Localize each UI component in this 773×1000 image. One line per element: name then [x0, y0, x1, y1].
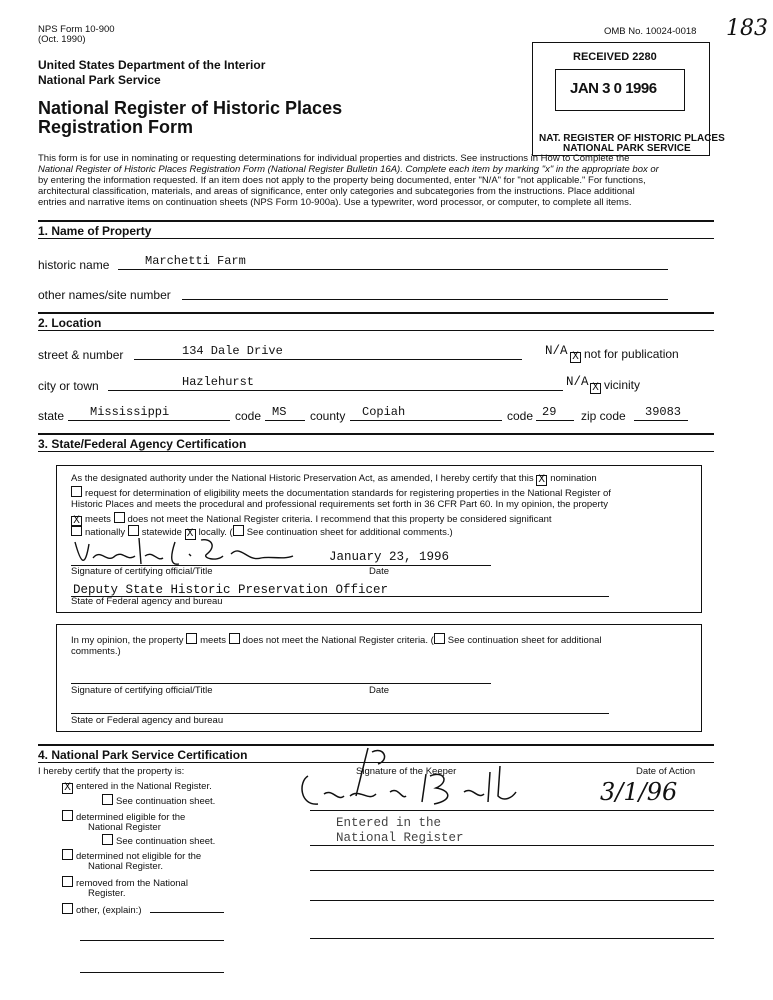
other-checkbox[interactable]: [62, 903, 73, 914]
field-line: [134, 359, 522, 360]
na-city: N/A: [566, 375, 589, 389]
removed-checkbox[interactable]: [62, 876, 73, 887]
keeper-certify: I hereby certify that the property is:: [38, 766, 185, 777]
section-divider: [38, 312, 714, 314]
section-4-heading: 4. National Park Service Certification: [38, 748, 248, 762]
nfp-label: not for publication: [584, 347, 679, 361]
section-rule: [38, 451, 714, 452]
locally-checkbox[interactable]: X: [185, 529, 196, 540]
not-for-publication[interactable]: [570, 347, 679, 363]
vicinity-checkbox[interactable]: X: [590, 383, 601, 394]
field-line: [108, 390, 563, 391]
section-rule: [38, 238, 714, 239]
vicinity[interactable]: [590, 378, 640, 394]
action-date: 3/1/96: [600, 778, 678, 806]
eligible-label: determined eligible for the: [76, 812, 186, 823]
does-not-meet-checkbox[interactable]: [114, 512, 125, 523]
cert-line-3: Historic Places and meets the procedural and professional requirements set forth in 36 CFR Part 60. In my opinion, the property: [71, 499, 609, 510]
field-line: [265, 420, 305, 421]
other-label: other, (explain:): [76, 905, 142, 916]
received-text: RECEIVED 2280: [573, 51, 657, 63]
street-value[interactable]: 134 Dale Drive: [182, 344, 283, 358]
date-label: Date: [369, 566, 390, 577]
na-street: N/A: [545, 344, 568, 358]
instructions: [38, 153, 738, 208]
statewide-label: statewide: [141, 527, 182, 538]
op-continuation-checkbox[interactable]: [434, 633, 445, 644]
entered-label: entered in the National Register.: [76, 781, 212, 792]
nomination-label: nomination: [550, 473, 597, 484]
keeper-line: [310, 810, 714, 811]
nfp-checkbox[interactable]: X: [570, 352, 581, 363]
locally-label: locally. (: [198, 527, 233, 538]
department: United States Department of the Interior: [38, 58, 266, 72]
other-line: [80, 972, 224, 973]
date-of-action-label: Date of Action: [636, 766, 696, 777]
zip-value[interactable]: 39083: [645, 405, 682, 419]
other-line: [150, 912, 224, 913]
instructions-line: by entering the information requested. If an item does not apply to the property being documented, enter "N/A" for "not applicable." For functions,: [38, 175, 646, 186]
option-not-eligible-2: National Register.: [88, 861, 163, 872]
meets-label: meets: [85, 514, 111, 525]
keeper-line: [310, 938, 714, 939]
instructions-line: National Register of Historic Places Registration Form (National Register Bulletin 16A). Complete each item by marking "x" in the appropriate box or: [38, 164, 659, 175]
field-line: [182, 299, 668, 300]
nationally-label: nationally: [85, 527, 126, 538]
see-cont-label: See continuation sheet.: [116, 796, 216, 807]
keeper-line: [310, 845, 714, 846]
removed-label: removed from the National: [76, 878, 188, 889]
state-code-value[interactable]: MS: [272, 405, 287, 419]
keeper-signature-label: Signature of the Keeper: [356, 766, 457, 777]
section-divider: [38, 433, 714, 435]
date2-label: Date: [369, 685, 390, 696]
signature-line: [71, 683, 491, 684]
instructions-line: architectural classification, materials, and areas of significance, enter only categories and subcategories from the instructions. Place additional: [38, 186, 635, 197]
opinion-box: [56, 624, 702, 732]
section-1-heading: 1. Name of Property: [38, 224, 152, 238]
keeper-line: [310, 900, 714, 901]
city-value[interactable]: Hazlehurst: [182, 375, 255, 389]
city-label: city or town: [38, 379, 99, 393]
omb-number: OMB No. 10024-0018: [604, 26, 697, 37]
field-line: [350, 420, 502, 421]
service: National Park Service: [38, 73, 161, 87]
signature2-label: Signature of certifying official/Title: [71, 685, 213, 696]
instructions-line: This form is for use in nominating or requesting determinations for individual properties and districts. See instructions in How to Complete the: [38, 153, 630, 164]
stamp-nat-register: NAT. REGISTER OF HISTORIC PLACES: [539, 133, 725, 144]
cert-signed-date: January 23, 1996: [329, 550, 450, 564]
received-stamp: [532, 42, 725, 156]
field-line: [68, 420, 230, 421]
cert-text: does not meet the National Register criteria. I recommend that this property be considered significant: [127, 514, 552, 525]
option-eligible-2: National Register: [88, 822, 161, 833]
instructions-line: entries and narrative items on continuation sheets (NPS Form 10-900a). Use a typewriter, word processor, or computer, to complete all items.: [38, 197, 632, 208]
other-names-label: other names/site number: [38, 288, 171, 302]
keeper-signature: [294, 746, 544, 816]
op-dnm-checkbox[interactable]: [229, 633, 240, 644]
eligible-see-checkbox[interactable]: [102, 834, 113, 845]
county-label: county: [310, 409, 346, 423]
op-dnm-label: does not meet the National Register criteria. (: [242, 635, 434, 646]
form-number: NPS Form 10-900: [38, 24, 115, 35]
option-entered-see: [102, 794, 215, 807]
entered-stamp-2: National Register: [336, 831, 464, 845]
cert-line-2: [71, 486, 611, 499]
continuation-label: See continuation sheet for additional comments.): [246, 527, 453, 538]
other-line: [80, 940, 224, 941]
request-checkbox[interactable]: [71, 486, 82, 497]
field-line: [536, 420, 574, 421]
state-value[interactable]: Mississippi: [90, 405, 170, 419]
state-label: state: [38, 409, 65, 423]
keeper-line: [310, 870, 714, 871]
county-value[interactable]: Copiah: [362, 405, 406, 419]
section-2-heading: 2. Location: [38, 316, 102, 330]
see-cont-label: See continuation sheet.: [116, 836, 216, 847]
page-title: National Register of Historic Places: [38, 98, 343, 118]
opinion-line-1: [71, 633, 602, 646]
zip-label: zip code: [581, 409, 626, 423]
field-line: [118, 269, 668, 270]
cert-line-1: [71, 473, 597, 486]
section-rule: [38, 330, 714, 331]
eligible-checkbox[interactable]: [62, 810, 73, 821]
opinion-text: In my opinion, the property: [71, 635, 184, 646]
agency-label: State of Federal agency and bureau: [71, 596, 223, 607]
street-label: street & number: [38, 348, 124, 362]
meets-checkbox[interactable]: X: [71, 516, 82, 527]
page-mark: 183: [726, 16, 768, 41]
agency-line: [71, 713, 609, 714]
section-3-heading: 3. State/Federal Agency Certification: [38, 437, 247, 451]
agency2-label: State or Federal agency and bureau: [71, 715, 224, 726]
agency-value: Deputy State Historic Preservation Officer: [73, 583, 389, 597]
cert-text: request for determination of eligibility meets the documentation standards for registering properties in the National Register of: [85, 488, 611, 499]
option-removed-2: Register.: [88, 888, 126, 899]
not-eligible-label: determined not eligible for the: [76, 851, 202, 862]
option-entered: [62, 781, 212, 794]
page-subtitle: Registration Form: [38, 117, 194, 137]
vicinity-label: vicinity: [604, 378, 641, 392]
entered-checkbox[interactable]: X: [62, 783, 73, 794]
signature-label: Signature of certifying official/Title: [71, 566, 213, 577]
certification-box: [56, 465, 702, 613]
state-code-label: code: [235, 409, 262, 423]
entered-see-checkbox[interactable]: [102, 794, 113, 805]
historic-name-label: historic name: [38, 258, 110, 272]
county-code-value[interactable]: 29: [542, 405, 557, 419]
received-date: JAN 3 0 1996: [570, 80, 657, 97]
form-date: (Oct. 1990): [38, 34, 86, 45]
nomination-checkbox[interactable]: X: [536, 475, 547, 486]
field-line: [634, 420, 688, 421]
not-eligible-checkbox[interactable]: [62, 849, 73, 860]
option-eligible-see: [102, 834, 215, 847]
op-meets-label: meets: [200, 635, 226, 646]
historic-name-value[interactable]: Marchetti Farm: [145, 254, 246, 268]
stamp-nps: NATIONAL PARK SERVICE: [563, 143, 691, 154]
county-code-label: code: [507, 409, 534, 423]
op-meets-checkbox[interactable]: [186, 633, 197, 644]
option-other: [62, 903, 141, 916]
opinion-comments: comments.): [71, 646, 121, 657]
cert-text: As the designated authority under the National Historic Preservation Act, as amended, I hereby certify that this: [71, 473, 534, 484]
entered-stamp-1: Entered in the: [336, 816, 442, 830]
op-continuation-label: See continuation sheet for additional: [447, 635, 602, 646]
section-divider: [38, 220, 714, 222]
date-stamp-box: [555, 69, 685, 111]
